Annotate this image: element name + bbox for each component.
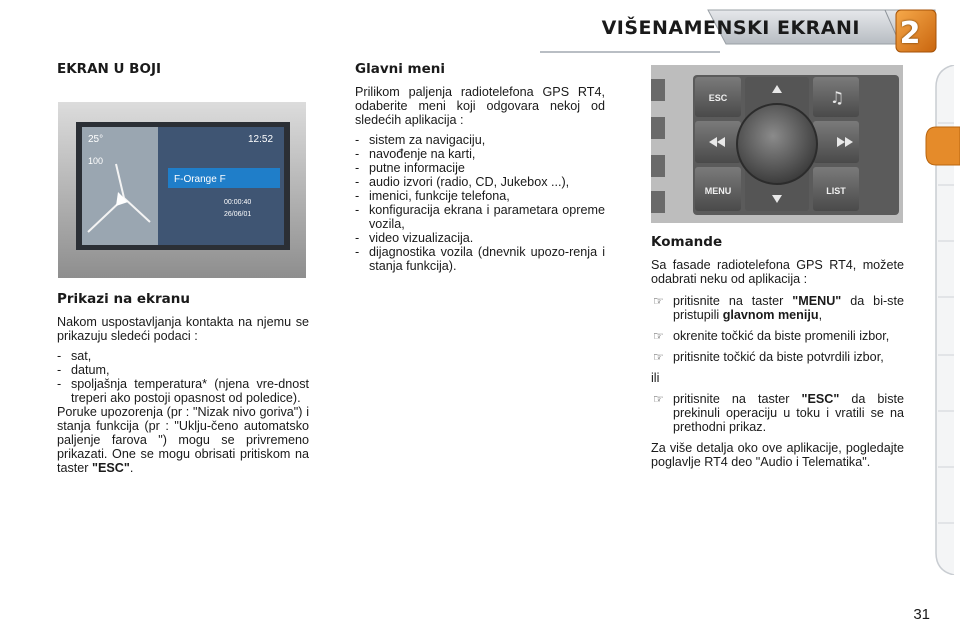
left-column — [57, 62, 309, 475]
controls-outro: Za više detalja oko ove aplikacije, pogledajte poglavlje RT4 deo "Audio i Telematika". — [651, 441, 904, 469]
hand-pointing-icon: ☞ — [653, 392, 664, 406]
list-item: - putne informacije — [355, 161, 605, 175]
list-item: - spoljašnja temperatura* (njena vre-dnost treperi ako postoji opasnost od poledice). — [57, 377, 309, 405]
hand-pointing-icon: ☞ — [653, 329, 664, 343]
main-menu-title: Glavni meni — [355, 61, 446, 77]
list-item: - navođenje na karti, — [355, 147, 605, 161]
esc-key-label: "ESC" — [801, 392, 840, 406]
list-item: ☞ okrenite točkić da biste promenili izbor, — [653, 329, 890, 343]
controls-steps — [651, 294, 904, 364]
middle-column — [355, 62, 605, 273]
screen-time2: 26/06/01 — [224, 211, 252, 218]
menu-button-label: MENU — [704, 186, 732, 196]
list-item: ☞ pritisnite točkić da biste potvrdili izbor, — [653, 350, 884, 364]
main-menu-intro: Prilikom paljenja radiotelefona GPS RT4, odaberite meni koji odgovara nekoj od sledećih aplikacija : — [355, 85, 605, 127]
list-item: - video vizualizacija. — [355, 231, 605, 245]
screen-displays-intro: Nakom uspostavljanja kontakta na njemu se prikazuju sledeći podaci : — [57, 315, 309, 343]
list-item: - konfiguracija ekrana i parametara opreme vozila, — [355, 203, 605, 231]
esc-key-label: "ESC" — [92, 461, 130, 475]
list-item: - audio izvori (radio, CD, Jukebox ...), — [355, 175, 605, 189]
screen-speed: 100 — [88, 156, 104, 166]
chapter-title: VIŠENAMENSKI EKRANI — [601, 17, 860, 39]
control-panel-photo — [651, 65, 903, 223]
controls-esc-step — [651, 392, 904, 434]
tab-strip — [924, 65, 960, 575]
warning-end: . — [129, 461, 134, 475]
screen-station: F-Orange F — [174, 174, 226, 185]
controls-title: Komande — [651, 234, 723, 250]
esc-button-label: ESC — [708, 93, 728, 103]
list-button-label: LIST — [826, 186, 846, 196]
chapter-number: 2 — [899, 16, 921, 51]
menu-key-label: "MENU" — [792, 294, 842, 308]
chapter-header — [540, 0, 960, 62]
warning-paragraph — [57, 405, 309, 475]
warning-text: Poruke upozorenja (pr : "Nizak nivo goriva") i stanja funkcija (pr : "Uklju-čeno automatsko paljenje farova ") mogu se privremeno prikazati. One se mogu obrisati pritiskom na taster — [57, 405, 309, 475]
main-menu-label: glavnom meniju — [722, 308, 819, 322]
color-screen-photo — [58, 102, 306, 278]
list-item: - datum, — [57, 363, 309, 377]
screen-temp: 25° — [88, 134, 104, 145]
right-column — [651, 235, 904, 469]
screen-time1: 00:00:40 — [224, 199, 252, 206]
list-item: - sistem za navigaciju, — [355, 133, 605, 147]
color-screen-title: EKRAN U BOJI — [57, 61, 161, 77]
or-text: ili — [651, 371, 660, 385]
controls-intro: Sa fasade radiotelefona GPS RT4, možete odabrati neku od aplikacija : — [651, 258, 904, 286]
hand-pointing-icon: ☞ — [653, 350, 664, 364]
screen-clock: 12:52 — [248, 134, 274, 145]
list-item: - imenici, funkcije telefona, — [355, 189, 605, 203]
list-item: ☞ pritisnite na taster "ESC" da biste prekinuli operaciju u toku i vratili se na prethodni prikaz. — [653, 392, 904, 434]
music-note-icon: ♫ — [829, 88, 845, 107]
list-item: - sat, — [57, 349, 309, 363]
page-number: 31 — [913, 606, 930, 623]
screen-displays-list — [57, 349, 309, 405]
list-item: - dijagnostika vozila (dnevnik upozo-renja i stanja funkcija). — [355, 245, 605, 273]
chapter-tabs — [924, 65, 960, 575]
list-item: ☞ pritisnite na taster "MENU" da bi-ste pristupili glavnom meniju, — [653, 294, 904, 322]
hand-pointing-icon: ☞ — [653, 294, 664, 308]
main-menu-list — [355, 133, 605, 273]
screen-displays-title: Prikazi na ekranu — [57, 291, 190, 307]
